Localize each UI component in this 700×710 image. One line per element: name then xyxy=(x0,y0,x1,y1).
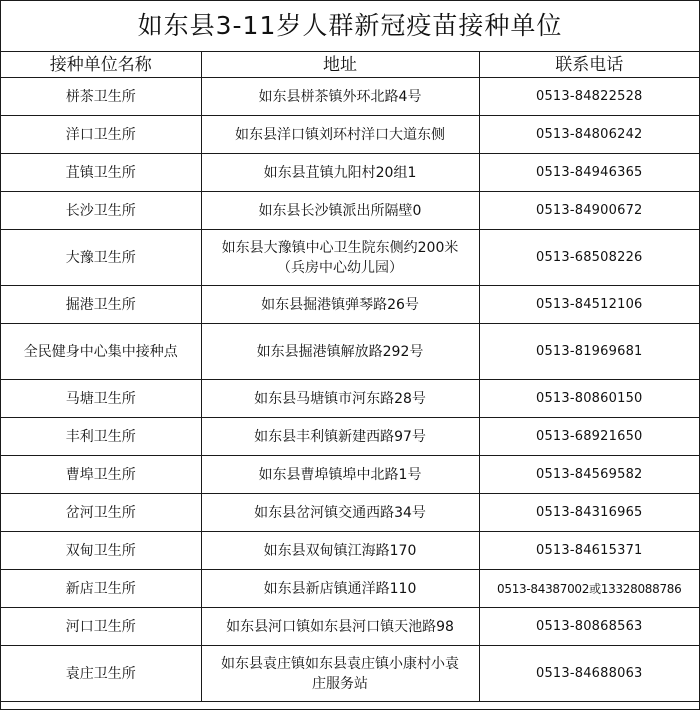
unit-name-cell: 丰利卫生所 xyxy=(1,418,201,456)
address-cell xyxy=(201,230,479,286)
phone-cell: 0513-84316965 xyxy=(479,494,699,532)
address-cell xyxy=(201,78,479,116)
phone-cell: 0513-80868563 xyxy=(479,608,699,646)
header-unit-name: 接种单位名称 xyxy=(1,52,201,78)
address-cell xyxy=(201,116,479,154)
unit-name-cell: 全民健身中心集中接种点 xyxy=(1,324,201,380)
unit-name-cell: 岔河卫生所 xyxy=(1,494,201,532)
address-line: 如东县曹埠镇埠中北路1号 xyxy=(258,466,422,483)
table-row xyxy=(1,154,699,192)
address-cell xyxy=(201,380,479,418)
table-row xyxy=(1,116,699,154)
phone-cell: 0513-84688063 xyxy=(479,646,699,702)
table-row xyxy=(1,456,699,494)
table-row xyxy=(1,230,699,286)
phone-cell: 0513-84569582 xyxy=(479,456,699,494)
address-line: 如东县马塘镇市河东路28号 xyxy=(254,390,426,407)
address-cell xyxy=(201,456,479,494)
header-row xyxy=(1,52,699,78)
sheet-title: 如东县3-11岁人群新冠疫苗接种单位 xyxy=(1,1,699,52)
address-cell xyxy=(201,154,479,192)
unit-name-cell: 大豫卫生所 xyxy=(1,230,201,286)
unit-name-cell: 新店卫生所 xyxy=(1,570,201,608)
address-line: 如东县洋口镇刘环村洋口大道东侧 xyxy=(235,126,445,143)
vaccination-sites-table xyxy=(1,52,699,702)
address-cell xyxy=(201,494,479,532)
address-line: （兵房中心幼儿园） xyxy=(277,259,403,276)
unit-name-cell: 栟茶卫生所 xyxy=(1,78,201,116)
phone-cell: 0513-84806242 xyxy=(479,116,699,154)
phone-cell: 0513-80860150 xyxy=(479,380,699,418)
unit-name-cell: 袁庄卫生所 xyxy=(1,646,201,702)
table-row xyxy=(1,570,699,608)
table-row xyxy=(1,286,699,324)
address-line: 如东县河口镇如东县河口镇天池路98 xyxy=(226,618,454,635)
unit-name-cell: 双甸卫生所 xyxy=(1,532,201,570)
unit-name-cell: 洋口卫生所 xyxy=(1,116,201,154)
phone-cell: 0513-84615371 xyxy=(479,532,699,570)
address-cell xyxy=(201,192,479,230)
address-line: 如东县掘港镇解放路292号 xyxy=(256,343,424,360)
phone-cell: 0513-84822528 xyxy=(479,78,699,116)
address-line: 如东县苴镇九阳村20组1 xyxy=(263,164,417,181)
table-row xyxy=(1,532,699,570)
address-line: 庄服务站 xyxy=(312,675,368,692)
unit-name-cell: 长沙卫生所 xyxy=(1,192,201,230)
address-line: 如东县掘港镇弹琴路26号 xyxy=(261,296,419,313)
unit-name-cell: 苴镇卫生所 xyxy=(1,154,201,192)
address-line: 如东县新店镇通洋路110 xyxy=(263,580,417,597)
table-row xyxy=(1,78,699,116)
table-row xyxy=(1,418,699,456)
header-phone: 联系电话 xyxy=(479,52,699,78)
unit-name-cell: 掘港卫生所 xyxy=(1,286,201,324)
address-line: 如东县栟茶镇外环北路4号 xyxy=(258,88,422,105)
address-cell xyxy=(201,324,479,380)
phone-cell: 0513-84387002或13328088786 xyxy=(479,570,699,608)
phone-cell: 0513-84946365 xyxy=(479,154,699,192)
header-address: 地址 xyxy=(201,52,479,78)
phone-cell: 0513-81969681 xyxy=(479,324,699,380)
address-line: 如东县袁庄镇如东县袁庄镇小康村小袁 xyxy=(221,655,459,672)
address-cell xyxy=(201,286,479,324)
address-cell xyxy=(201,570,479,608)
phone-cell: 0513-84512106 xyxy=(479,286,699,324)
address-line: 如东县岔河镇交通西路34号 xyxy=(254,504,426,521)
phone-cell: 0513-68921650 xyxy=(479,418,699,456)
address-cell xyxy=(201,532,479,570)
address-line: 如东县双甸镇江海路170 xyxy=(263,542,417,559)
table-row xyxy=(1,494,699,532)
unit-name-cell: 曹埠卫生所 xyxy=(1,456,201,494)
address-cell xyxy=(201,646,479,702)
unit-name-cell: 河口卫生所 xyxy=(1,608,201,646)
table-row xyxy=(1,646,699,702)
address-line: 如东县长沙镇派出所隔壁0 xyxy=(258,202,422,219)
table-row xyxy=(1,608,699,646)
address-line: 如东县丰利镇新建西路97号 xyxy=(254,428,426,445)
address-cell xyxy=(201,608,479,646)
table-row xyxy=(1,192,699,230)
phone-cell: 0513-68508226 xyxy=(479,230,699,286)
table-row xyxy=(1,380,699,418)
address-cell xyxy=(201,418,479,456)
address-line: 如东县大豫镇中心卫生院东侧约200米 xyxy=(221,239,459,256)
unit-name-cell: 马塘卫生所 xyxy=(1,380,201,418)
phone-cell: 0513-84900672 xyxy=(479,192,699,230)
table-row xyxy=(1,324,699,380)
